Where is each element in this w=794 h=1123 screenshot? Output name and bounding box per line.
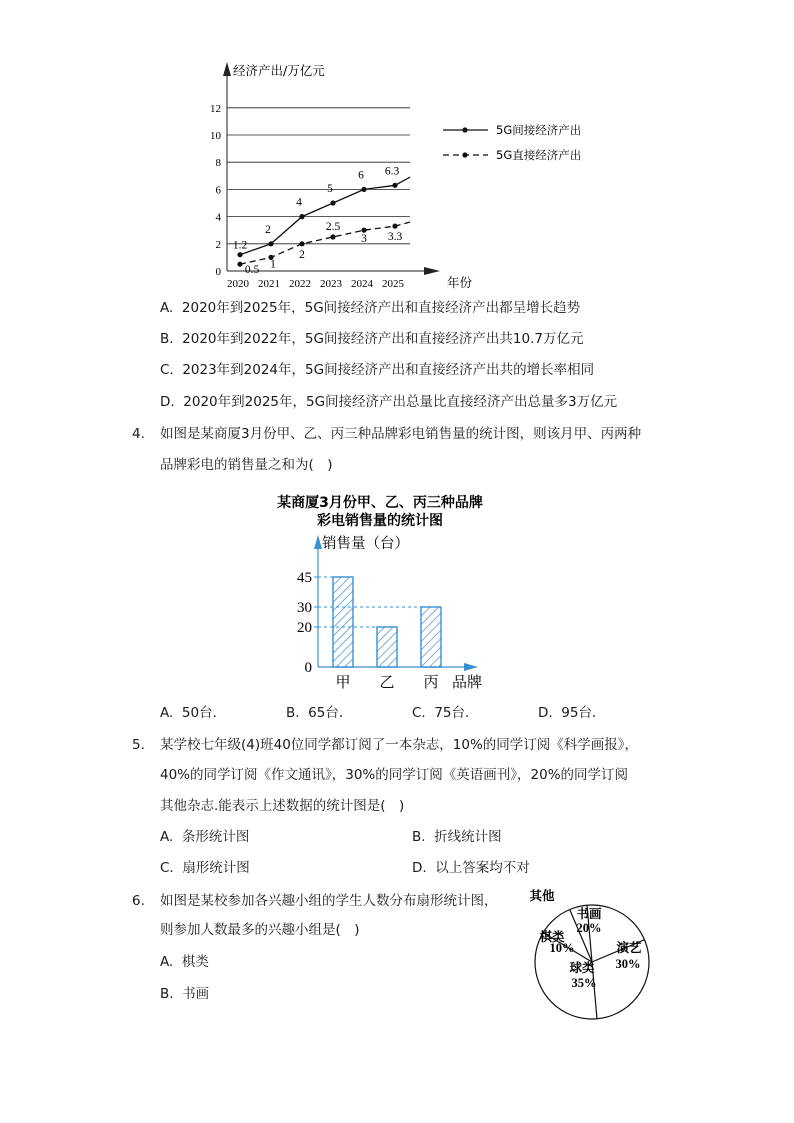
data-point — [330, 234, 335, 239]
x-tick-label: 乙 — [379, 673, 395, 691]
data-label: 0.5 — [244, 264, 260, 277]
option-letter: D. — [538, 705, 553, 721]
q5-stem-line2: 40%的同学订阅《作文通讯》，30%的同学订阅《英语画刊》，20%的同学订阅 — [160, 767, 629, 783]
bar-chart — [0, 485, 794, 695]
option-text: 书画 — [182, 986, 210, 1002]
data-point — [361, 228, 366, 233]
pie-slice-percent: 35% — [571, 976, 597, 990]
y-tick-label: 12 — [210, 102, 221, 115]
option-text: 棋类 — [181, 954, 209, 970]
x-tick-label: 2021 — [258, 278, 280, 290]
data-label: 1 — [270, 258, 276, 271]
y-tick-label: 4 — [215, 211, 221, 224]
pie-slice-label: 演艺 — [616, 940, 642, 955]
q5-option-b[interactable] — [412, 828, 502, 846]
q6-option-b[interactable] — [160, 985, 209, 1003]
q6-stem-line2: 则参加人数最多的兴趣小组是( ) — [160, 922, 360, 938]
y-tick-label: 20 — [297, 620, 312, 636]
chart-series — [237, 177, 410, 267]
chart-gridlines — [227, 108, 410, 244]
y-tick-label: 8 — [215, 157, 221, 170]
y-tick-label: 2 — [215, 238, 221, 251]
option-text: 2020年到2025年，5G间接经济产出总量比直接经济产出总量多3万亿元 — [183, 394, 618, 410]
y-axis-label: 销售量（台） — [322, 536, 409, 552]
option-letter: C. — [160, 362, 174, 378]
data-point — [392, 183, 397, 188]
q5-number: 5. — [132, 737, 145, 753]
option-letter: D. — [412, 860, 427, 876]
bar-chart-body — [297, 534, 482, 691]
q6-stem-line1: 如图是某校参加各兴趣小组的学生人数分布扇形统计图， — [160, 893, 498, 909]
pie-slice-label: 书画 — [576, 906, 602, 921]
y-tick-label: 0 — [304, 660, 312, 676]
chart-legend — [443, 123, 581, 162]
chart-labels — [210, 63, 473, 290]
q5-option-c[interactable] — [160, 859, 250, 877]
q3-option-d[interactable] — [160, 393, 617, 411]
option-text: 65台． — [308, 705, 353, 721]
x-tick-label: 2020 — [227, 278, 249, 290]
chart-axes — [223, 62, 440, 275]
data-point — [299, 214, 304, 219]
y-tick-label: 30 — [297, 600, 312, 616]
data-label: 6 — [358, 169, 364, 182]
option-text: 2023年到2024年，5G间接经济产出和直接经济产出共的增长率相同 — [182, 362, 595, 378]
q4-number: 4. — [132, 426, 145, 442]
legend-label: 5G直接经济产出 — [496, 148, 582, 162]
pie-slice-label: 其他 — [529, 888, 555, 903]
q5-stem-line3: 其他杂志.能表示上述数据的统计图是( ) — [160, 798, 405, 814]
option-letter: A. — [160, 829, 174, 845]
x-tick-label: 2024 — [351, 278, 373, 290]
y-axis-arrow — [314, 535, 322, 549]
data-label: 4 — [296, 196, 302, 209]
q4-option-a[interactable] — [160, 704, 226, 722]
pie-chart-body — [529, 888, 649, 1019]
x-tick-label: 2022 — [289, 278, 311, 290]
data-point — [392, 224, 397, 229]
legend-marker — [462, 152, 467, 157]
option-text: 95台． — [561, 705, 606, 721]
q3-option-a[interactable] — [160, 299, 580, 317]
option-letter: B. — [160, 986, 174, 1002]
bar-chart-title-line2: 彩电销售量的统计图 — [317, 513, 443, 529]
option-text: 50台． — [181, 705, 227, 721]
x-tick-label: 丙 — [423, 673, 439, 691]
data-label: 3.3 — [387, 231, 403, 244]
q5-stem-line1: 某学校七年级(4)班40位同学都订阅了一本杂志，10%的同学订阅《科学画报》， — [160, 737, 639, 753]
bar — [421, 607, 441, 667]
data-label: 2.5 — [325, 221, 341, 233]
pie-slice-percent: 30% — [615, 957, 641, 971]
option-text: 条形统计图 — [181, 829, 250, 845]
option-letter: D. — [160, 394, 175, 410]
x-axis-arrow — [424, 267, 440, 275]
option-text: 2020年到2022年，5G间接经济产出和直接经济产出共10.7万亿元 — [182, 331, 584, 347]
x-tick-label: 2023 — [320, 278, 342, 290]
data-point — [237, 262, 242, 267]
option-letter: C. — [160, 860, 174, 876]
option-text: 以上答案均不对 — [435, 860, 530, 876]
option-letter: A. — [160, 954, 174, 970]
x-tick-label: 甲 — [335, 673, 351, 691]
bar — [377, 627, 397, 667]
q4-stem-line2: 品牌彩电的销售量之和为( ) — [160, 457, 333, 473]
x-tick-label: 2025 — [382, 278, 404, 290]
option-letter: B. — [160, 331, 174, 347]
y-tick-label: 0 — [215, 266, 221, 278]
q4-option-b[interactable] — [286, 704, 352, 722]
q6-number: 6. — [132, 893, 145, 909]
data-label: 2 — [299, 248, 305, 261]
option-text: 2020年到2025年，5G间接经济产出和直接经济产出都呈增长趋势 — [181, 300, 581, 316]
data-label: 3 — [361, 233, 367, 246]
series-indirect-line — [240, 177, 410, 255]
option-letter: B. — [412, 829, 426, 845]
option-letter: B. — [286, 705, 300, 721]
pie-slice-percent: 20% — [576, 921, 602, 935]
y-axis-label: 经济产出/万亿元 — [233, 63, 325, 78]
q3-option-b[interactable] — [160, 330, 583, 348]
y-tick-label: 6 — [215, 184, 221, 197]
q3-option-c[interactable] — [160, 361, 594, 379]
line-chart — [0, 0, 794, 300]
data-label: 5 — [327, 183, 333, 195]
data-point — [299, 241, 304, 246]
option-text: 75台． — [434, 705, 479, 721]
option-letter: C. — [412, 705, 426, 721]
bar-chart-title-line1: 某商厦3月份甲、乙、丙三种品牌 — [277, 495, 483, 511]
q5-option-a[interactable] — [160, 828, 249, 846]
legend-label: 5G间接经济产出 — [496, 123, 582, 137]
data-label: 6.3 — [384, 165, 400, 178]
data-point — [330, 200, 335, 205]
pie-chart — [510, 880, 670, 1030]
y-tick-label: 10 — [210, 130, 221, 142]
pie-slice-percent: 10% — [549, 941, 575, 955]
option-letter: A. — [160, 300, 174, 316]
option-text: 折线统计图 — [434, 829, 502, 845]
pie-slice-label: 球类 — [569, 960, 595, 975]
option-letter: A. — [160, 705, 174, 721]
q5-option-d[interactable] — [412, 859, 530, 877]
y-axis-arrow — [223, 62, 231, 76]
legend-marker — [462, 127, 467, 132]
q4-stem-line1: 如图是某商厦3月份甲、乙、丙三种品牌彩电销售量的统计图，则该月甲、丙两种 — [160, 426, 642, 442]
q4-option-d[interactable] — [538, 704, 605, 722]
data-point — [237, 252, 242, 257]
x-axis-label: 年份 — [447, 275, 473, 290]
data-label: 1.2 — [232, 239, 248, 252]
bar — [333, 577, 353, 667]
x-axis-label: 品牌 — [452, 673, 483, 691]
data-label: 2 — [265, 223, 271, 236]
option-text: 扇形统计图 — [182, 860, 250, 876]
q4-option-c[interactable] — [412, 704, 479, 722]
q6-option-a[interactable] — [160, 953, 209, 971]
pie-slice-label: 棋类 — [539, 929, 565, 944]
data-point — [268, 241, 273, 246]
data-point — [361, 187, 366, 192]
y-tick-label: 45 — [297, 570, 312, 586]
x-axis-arrow — [464, 663, 478, 671]
